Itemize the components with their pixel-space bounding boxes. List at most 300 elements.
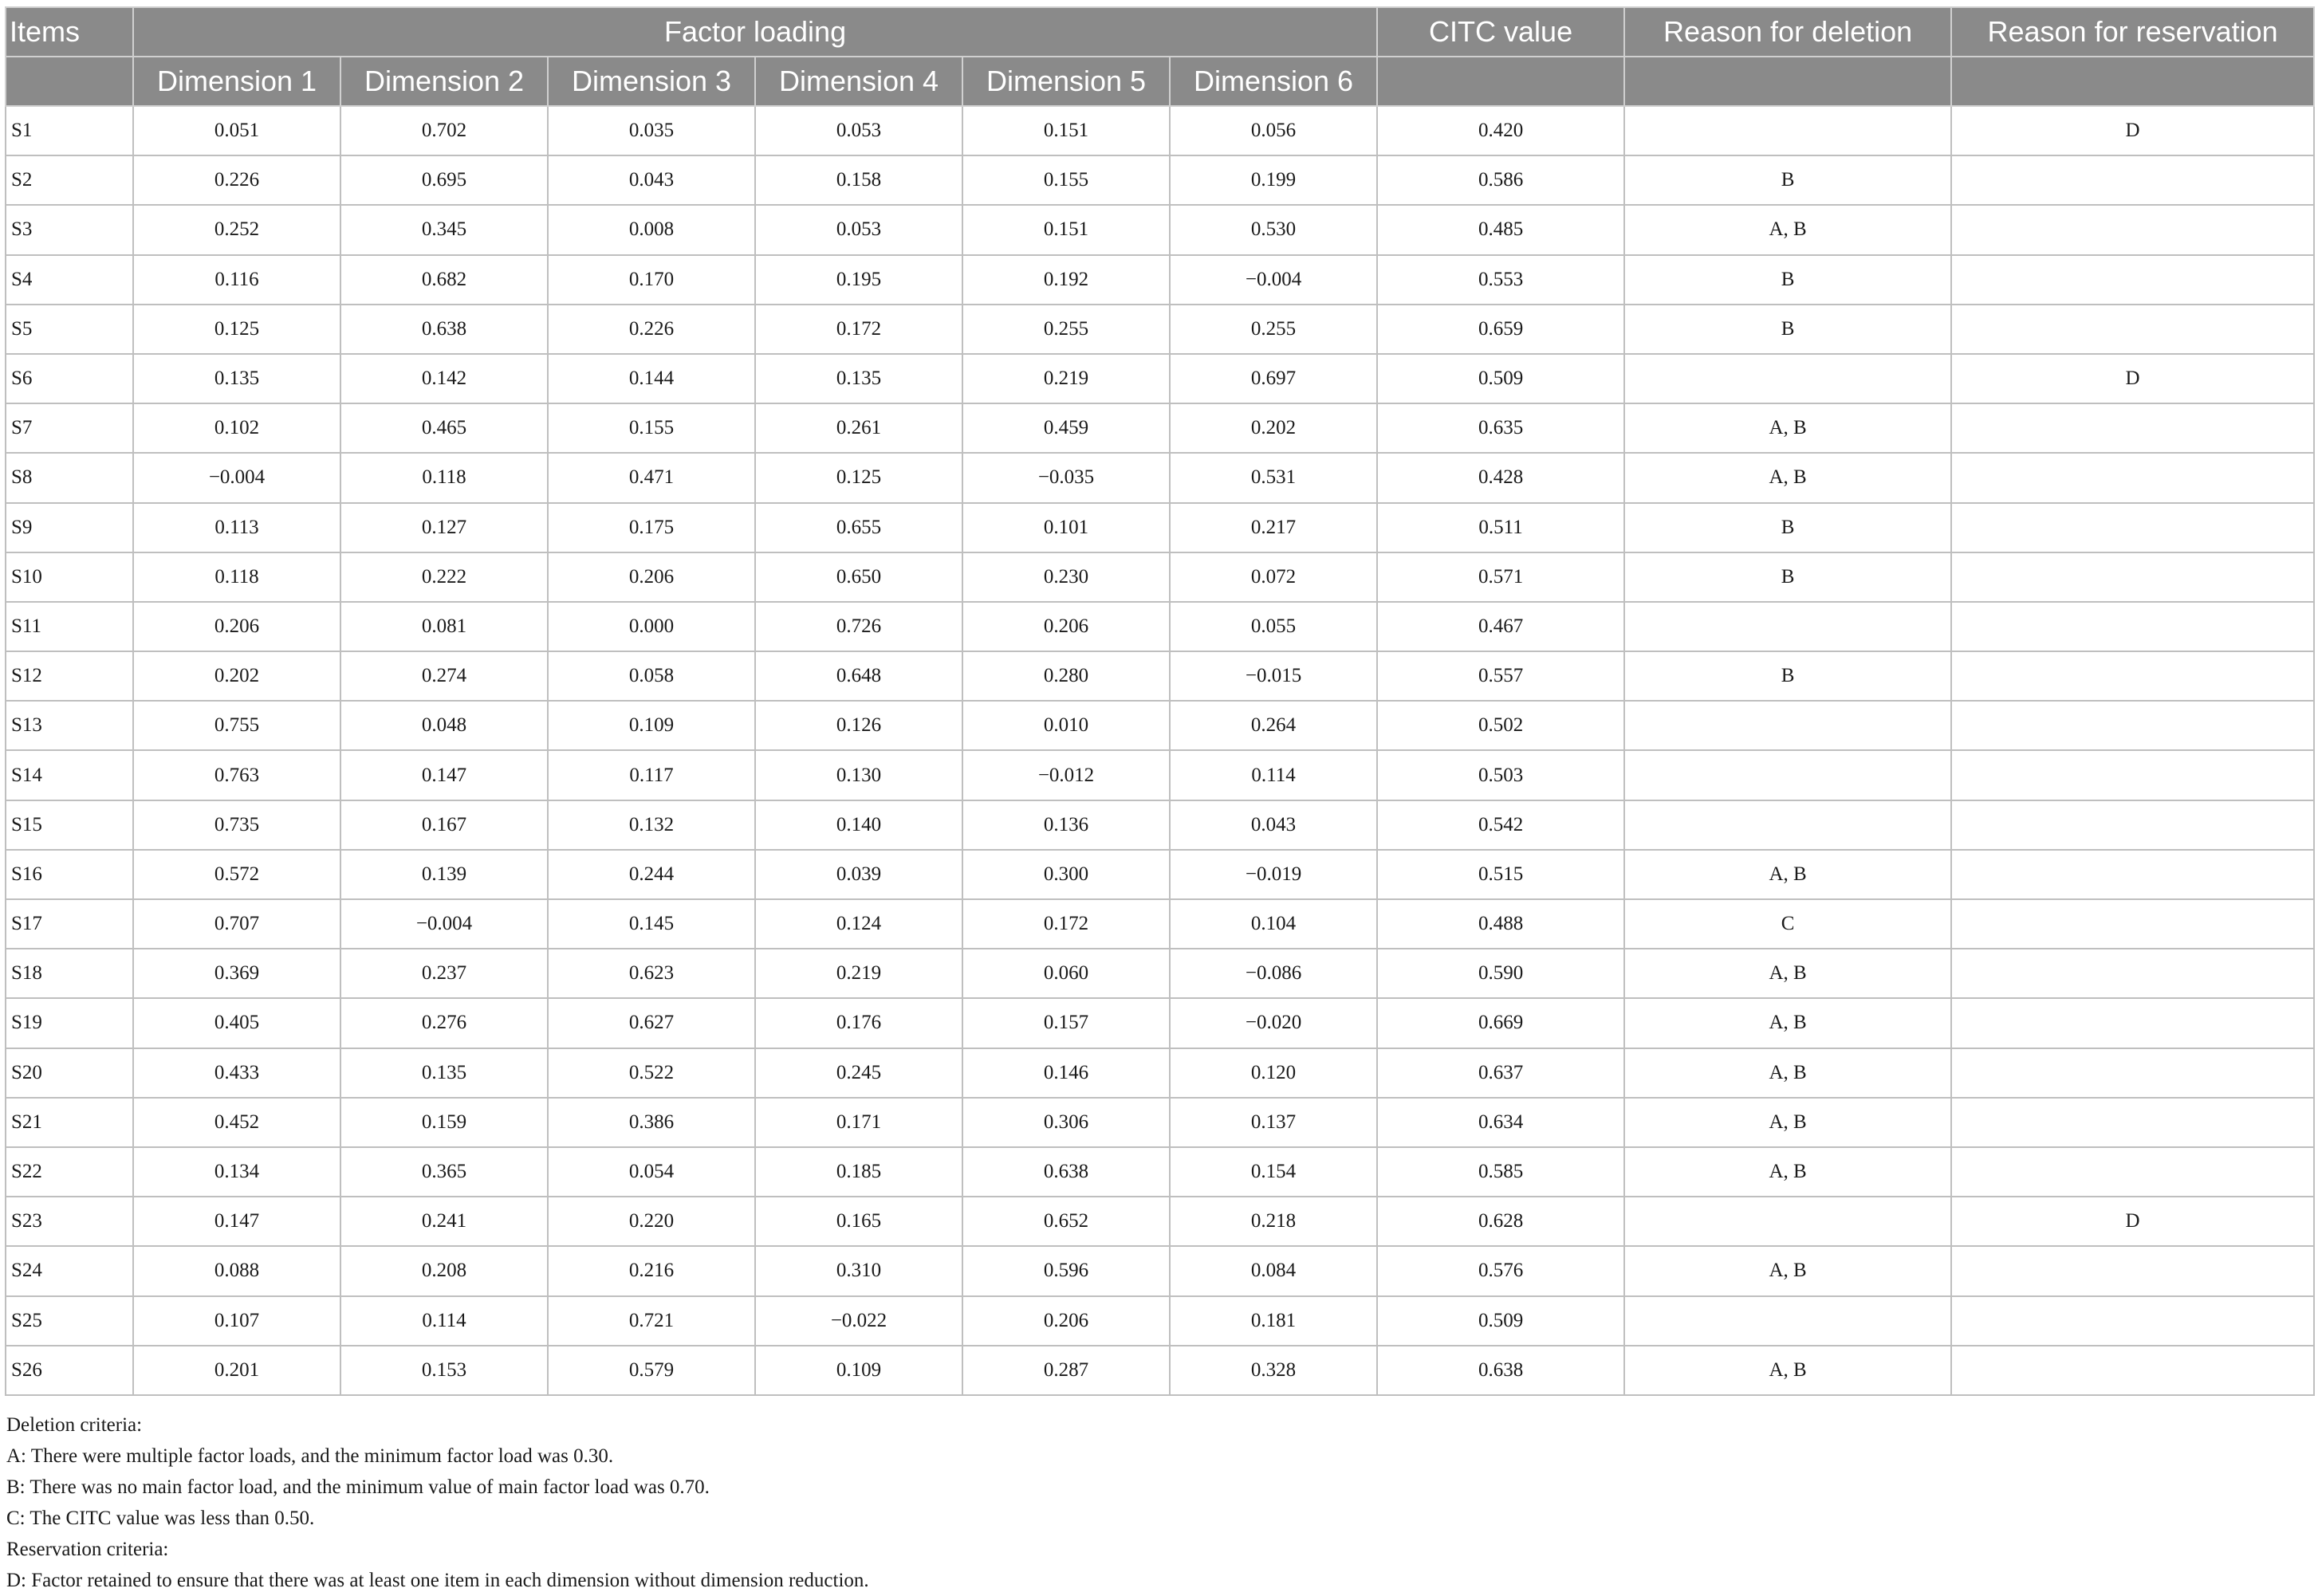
dimension-6-cell: 0.072 — [1170, 552, 1377, 602]
header-dimension-5: Dimension 5 — [962, 57, 1170, 106]
deletion-reason-cell: A, B — [1624, 403, 1951, 453]
item-cell: S13 — [6, 701, 133, 750]
header-row-1 — [6, 7, 2314, 57]
deletion-reason-cell: A, B — [1624, 1346, 1951, 1395]
item-cell: S6 — [6, 354, 133, 403]
dimension-3-cell: 0.175 — [548, 503, 755, 552]
deletion-reason-cell: A, B — [1624, 453, 1951, 502]
dimension-3-cell: 0.220 — [548, 1197, 755, 1246]
deletion-reason-cell: C — [1624, 899, 1951, 949]
deletion-reason-cell: A, B — [1624, 205, 1951, 254]
dimension-3-cell: 0.216 — [548, 1246, 755, 1295]
citc-cell: 0.637 — [1377, 1048, 1624, 1098]
dimension-6-cell: 0.264 — [1170, 701, 1377, 750]
dimension-3-cell: 0.109 — [548, 701, 755, 750]
dimension-6-cell: 0.056 — [1170, 106, 1377, 155]
dimension-2-cell: 0.153 — [340, 1346, 548, 1395]
dimension-4-cell: 0.185 — [755, 1147, 962, 1197]
dimension-2-cell: 0.135 — [340, 1048, 548, 1098]
deletion-reason-cell — [1624, 1197, 1951, 1246]
dimension-6-cell: 0.181 — [1170, 1296, 1377, 1346]
dimension-1-cell: 0.433 — [133, 1048, 340, 1098]
dimension-3-cell: 0.579 — [548, 1346, 755, 1395]
citc-cell: 0.585 — [1377, 1147, 1624, 1197]
dimension-2-cell: 0.365 — [340, 1147, 548, 1197]
dimension-3-cell: 0.522 — [548, 1048, 755, 1098]
dimension-1-cell: 0.572 — [133, 850, 340, 899]
item-cell: S2 — [6, 155, 133, 205]
dimension-1-cell: 0.707 — [133, 899, 340, 949]
dimension-3-cell: 0.386 — [548, 1098, 755, 1147]
dimension-1-cell: 0.202 — [133, 651, 340, 701]
dimension-5-cell: 0.652 — [962, 1197, 1170, 1246]
dimension-4-cell: 0.135 — [755, 354, 962, 403]
dimension-6-cell: 0.137 — [1170, 1098, 1377, 1147]
dimension-5-cell: 0.136 — [962, 800, 1170, 850]
reservation-reason-cell — [1951, 1048, 2314, 1098]
dimension-3-cell: 0.721 — [548, 1296, 755, 1346]
dimension-5-cell: 0.306 — [962, 1098, 1170, 1147]
table-row — [6, 255, 2314, 305]
dimension-1-cell: 0.369 — [133, 949, 340, 998]
dimension-3-cell: 0.206 — [548, 552, 755, 602]
dimension-6-cell: 0.199 — [1170, 155, 1377, 205]
dimension-1-cell: 0.452 — [133, 1098, 340, 1147]
citc-cell: 0.428 — [1377, 453, 1624, 502]
item-cell: S7 — [6, 403, 133, 453]
dimension-3-cell: 0.008 — [548, 205, 755, 254]
dimension-4-cell: 0.219 — [755, 949, 962, 998]
dimension-6-cell: 0.217 — [1170, 503, 1377, 552]
dimension-2-cell: 0.237 — [340, 949, 548, 998]
reservation-reason-cell: D — [1951, 106, 2314, 155]
dimension-2-cell: −0.004 — [340, 899, 548, 949]
citc-cell: 0.485 — [1377, 205, 1624, 254]
item-cell: S8 — [6, 453, 133, 502]
dimension-3-cell: 0.627 — [548, 998, 755, 1048]
dimension-5-cell: 0.101 — [962, 503, 1170, 552]
factor-loading-table — [5, 6, 2315, 1396]
dimension-6-cell: 0.084 — [1170, 1246, 1377, 1295]
dimension-4-cell: 0.165 — [755, 1197, 962, 1246]
dimension-3-cell: 0.244 — [548, 850, 755, 899]
table-row — [6, 1346, 2314, 1395]
dimension-6-cell: −0.015 — [1170, 651, 1377, 701]
item-cell: S1 — [6, 106, 133, 155]
dimension-4-cell: 0.126 — [755, 701, 962, 750]
table-row — [6, 701, 2314, 750]
dimension-2-cell: 0.048 — [340, 701, 548, 750]
dimension-6-cell: 0.328 — [1170, 1346, 1377, 1395]
item-cell: S11 — [6, 602, 133, 651]
reservation-reason-cell — [1951, 453, 2314, 502]
table-body — [6, 106, 2314, 1395]
item-cell: S14 — [6, 750, 133, 800]
footnote-line: D: Factor retained to ensure that there was at least one item in each dimension without dimension reduction. — [6, 1570, 869, 1591]
deletion-reason-cell: A, B — [1624, 1048, 1951, 1098]
header-items-blank — [6, 57, 133, 106]
table-row — [6, 305, 2314, 354]
dimension-5-cell: 0.255 — [962, 305, 1170, 354]
dimension-1-cell: 0.252 — [133, 205, 340, 254]
reservation-reason-cell — [1951, 1098, 2314, 1147]
dimension-5-cell: 0.155 — [962, 155, 1170, 205]
deletion-reason-cell: B — [1624, 503, 1951, 552]
reservation-reason-cell — [1951, 205, 2314, 254]
dimension-2-cell: 0.167 — [340, 800, 548, 850]
header-deletion-blank — [1624, 57, 1951, 106]
dimension-1-cell: 0.134 — [133, 1147, 340, 1197]
dimension-6-cell: 0.114 — [1170, 750, 1377, 800]
deletion-reason-cell: A, B — [1624, 949, 1951, 998]
reservation-reason-cell: D — [1951, 354, 2314, 403]
item-cell: S10 — [6, 552, 133, 602]
dimension-1-cell: 0.051 — [133, 106, 340, 155]
dimension-2-cell: 0.465 — [340, 403, 548, 453]
dimension-3-cell: 0.117 — [548, 750, 755, 800]
deletion-reason-cell: A, B — [1624, 1147, 1951, 1197]
dimension-6-cell: 0.218 — [1170, 1197, 1377, 1246]
dimension-4-cell: 0.172 — [755, 305, 962, 354]
citc-cell: 0.586 — [1377, 155, 1624, 205]
header-dimension-3: Dimension 3 — [548, 57, 755, 106]
dimension-3-cell: 0.226 — [548, 305, 755, 354]
reservation-reason-cell — [1951, 750, 2314, 800]
item-cell: S25 — [6, 1296, 133, 1346]
deletion-reason-cell: A, B — [1624, 1246, 1951, 1295]
reservation-reason-cell: D — [1951, 1197, 2314, 1246]
citc-cell: 0.553 — [1377, 255, 1624, 305]
deletion-reason-cell: B — [1624, 155, 1951, 205]
dimension-4-cell: 0.158 — [755, 155, 962, 205]
dimension-2-cell: 0.682 — [340, 255, 548, 305]
dimension-1-cell: 0.113 — [133, 503, 340, 552]
table-row — [6, 552, 2314, 602]
citc-cell: 0.488 — [1377, 899, 1624, 949]
dimension-4-cell: 0.245 — [755, 1048, 962, 1098]
deletion-reason-cell: B — [1624, 305, 1951, 354]
dimension-6-cell: 0.120 — [1170, 1048, 1377, 1098]
citc-cell: 0.659 — [1377, 305, 1624, 354]
footnote-line: Deletion criteria: — [6, 1414, 143, 1436]
dimension-5-cell: 0.280 — [962, 651, 1170, 701]
citc-cell: 0.576 — [1377, 1246, 1624, 1295]
citc-cell: 0.634 — [1377, 1098, 1624, 1147]
dimension-3-cell: 0.132 — [548, 800, 755, 850]
citc-cell: 0.638 — [1377, 1346, 1624, 1395]
dimension-6-cell: 0.202 — [1170, 403, 1377, 453]
dimension-3-cell: 0.000 — [548, 602, 755, 651]
reservation-reason-cell — [1951, 503, 2314, 552]
table-row — [6, 1296, 2314, 1346]
dimension-4-cell: 0.171 — [755, 1098, 962, 1147]
table-row — [6, 1246, 2314, 1295]
citc-cell: 0.509 — [1377, 354, 1624, 403]
deletion-reason-cell — [1624, 800, 1951, 850]
dimension-3-cell: 0.145 — [548, 899, 755, 949]
header-citc-blank — [1377, 57, 1624, 106]
dimension-6-cell: 0.104 — [1170, 899, 1377, 949]
citc-cell: 0.571 — [1377, 552, 1624, 602]
reservation-reason-cell — [1951, 701, 2314, 750]
header-dimension-6: Dimension 6 — [1170, 57, 1377, 106]
table-header — [6, 7, 2314, 106]
dimension-1-cell: 0.125 — [133, 305, 340, 354]
table-row — [6, 1197, 2314, 1246]
dimension-1-cell: 0.118 — [133, 552, 340, 602]
deletion-reason-cell: A, B — [1624, 1098, 1951, 1147]
table-row — [6, 155, 2314, 205]
dimension-6-cell: 0.043 — [1170, 800, 1377, 850]
dimension-5-cell: 0.596 — [962, 1246, 1170, 1295]
dimension-6-cell: 0.055 — [1170, 602, 1377, 651]
deletion-reason-cell — [1624, 1296, 1951, 1346]
dimension-4-cell: −0.022 — [755, 1296, 962, 1346]
dimension-2-cell: 0.345 — [340, 205, 548, 254]
dimension-5-cell: 0.638 — [962, 1147, 1170, 1197]
item-cell: S18 — [6, 949, 133, 998]
reservation-reason-cell — [1951, 899, 2314, 949]
table-row — [6, 354, 2314, 403]
dimension-5-cell: 0.206 — [962, 602, 1170, 651]
table-row — [6, 403, 2314, 453]
dimension-6-cell: −0.086 — [1170, 949, 1377, 998]
dimension-1-cell: 0.226 — [133, 155, 340, 205]
citc-cell: 0.669 — [1377, 998, 1624, 1048]
table-row — [6, 949, 2314, 998]
reservation-reason-cell — [1951, 155, 2314, 205]
dimension-1-cell: 0.135 — [133, 354, 340, 403]
dimension-5-cell: 0.172 — [962, 899, 1170, 949]
item-cell: S15 — [6, 800, 133, 850]
dimension-5-cell: 0.230 — [962, 552, 1170, 602]
dimension-3-cell: 0.054 — [548, 1147, 755, 1197]
table-row — [6, 1098, 2314, 1147]
deletion-reason-cell: B — [1624, 651, 1951, 701]
citc-cell: 0.420 — [1377, 106, 1624, 155]
dimension-2-cell: 0.222 — [340, 552, 548, 602]
dimension-6-cell: −0.004 — [1170, 255, 1377, 305]
table-row — [6, 1048, 2314, 1098]
dimension-5-cell: 0.206 — [962, 1296, 1170, 1346]
dimension-6-cell: 0.531 — [1170, 453, 1377, 502]
deletion-reason-cell — [1624, 106, 1951, 155]
dimension-2-cell: 0.142 — [340, 354, 548, 403]
reservation-reason-cell — [1951, 1246, 2314, 1295]
table-row — [6, 651, 2314, 701]
table-row — [6, 106, 2314, 155]
item-cell: S22 — [6, 1147, 133, 1197]
table-row — [6, 998, 2314, 1048]
citc-cell: 0.511 — [1377, 503, 1624, 552]
dimension-2-cell: 0.127 — [340, 503, 548, 552]
reservation-reason-cell — [1951, 552, 2314, 602]
dimension-1-cell: 0.147 — [133, 1197, 340, 1246]
item-cell: S9 — [6, 503, 133, 552]
citc-cell: 0.509 — [1377, 1296, 1624, 1346]
item-cell: S3 — [6, 205, 133, 254]
citc-cell: 0.542 — [1377, 800, 1624, 850]
item-cell: S24 — [6, 1246, 133, 1295]
header-reservation-blank — [1951, 57, 2314, 106]
deletion-reason-cell — [1624, 354, 1951, 403]
deletion-reason-cell: B — [1624, 255, 1951, 305]
table-row — [6, 800, 2314, 850]
dimension-1-cell: 0.102 — [133, 403, 340, 453]
deletion-reason-cell: A, B — [1624, 998, 1951, 1048]
table-row — [6, 602, 2314, 651]
deletion-reason-cell: A, B — [1624, 850, 1951, 899]
citc-cell: 0.467 — [1377, 602, 1624, 651]
table-row — [6, 899, 2314, 949]
dimension-4-cell: 0.726 — [755, 602, 962, 651]
item-cell: S23 — [6, 1197, 133, 1246]
dimension-2-cell: 0.208 — [340, 1246, 548, 1295]
reservation-reason-cell — [1951, 1346, 2314, 1395]
reservation-reason-cell — [1951, 850, 2314, 899]
footnote-line: C: The CITC value was less than 0.50. — [6, 1508, 315, 1529]
dimension-2-cell: 0.147 — [340, 750, 548, 800]
dimension-2-cell: 0.702 — [340, 106, 548, 155]
item-cell: S5 — [6, 305, 133, 354]
dimension-3-cell: 0.170 — [548, 255, 755, 305]
citc-cell: 0.502 — [1377, 701, 1624, 750]
deletion-reason-cell — [1624, 701, 1951, 750]
header-row-2 — [6, 57, 2314, 106]
dimension-5-cell: 0.300 — [962, 850, 1170, 899]
dimension-3-cell: 0.155 — [548, 403, 755, 453]
dimension-1-cell: −0.004 — [133, 453, 340, 502]
citc-cell: 0.628 — [1377, 1197, 1624, 1246]
dimension-4-cell: 0.261 — [755, 403, 962, 453]
reservation-reason-cell — [1951, 255, 2314, 305]
item-cell: S12 — [6, 651, 133, 701]
dimension-5-cell: 0.287 — [962, 1346, 1170, 1395]
dimension-3-cell: 0.043 — [548, 155, 755, 205]
dimension-5-cell: 0.010 — [962, 701, 1170, 750]
dimension-3-cell: 0.035 — [548, 106, 755, 155]
header-items: Items — [6, 7, 133, 57]
footnote-line: B: There was no main factor load, and the minimum value of main factor load was 0.70. — [6, 1476, 710, 1498]
reservation-reason-cell — [1951, 651, 2314, 701]
table-row — [6, 205, 2314, 254]
reservation-reason-cell — [1951, 998, 2314, 1048]
dimension-1-cell: 0.201 — [133, 1346, 340, 1395]
header-reason-for-reservation: Reason for reservation — [1951, 7, 2314, 57]
dimension-4-cell: 0.176 — [755, 998, 962, 1048]
dimension-5-cell: 0.146 — [962, 1048, 1170, 1098]
item-cell: S16 — [6, 850, 133, 899]
dimension-2-cell: 0.274 — [340, 651, 548, 701]
dimension-5-cell: 0.157 — [962, 998, 1170, 1048]
dimension-2-cell: 0.081 — [340, 602, 548, 651]
dimension-1-cell: 0.116 — [133, 255, 340, 305]
item-cell: S4 — [6, 255, 133, 305]
footnote-line: Reservation criteria: — [6, 1539, 169, 1560]
dimension-5-cell: 0.192 — [962, 255, 1170, 305]
dimension-6-cell: 0.255 — [1170, 305, 1377, 354]
citc-cell: 0.635 — [1377, 403, 1624, 453]
dimension-4-cell: 0.648 — [755, 651, 962, 701]
dimension-3-cell: 0.623 — [548, 949, 755, 998]
dimension-4-cell: 0.130 — [755, 750, 962, 800]
header-dimension-1: Dimension 1 — [133, 57, 340, 106]
dimension-2-cell: 0.241 — [340, 1197, 548, 1246]
table-footnotes — [6, 1409, 869, 1596]
dimension-2-cell: 0.114 — [340, 1296, 548, 1346]
dimension-4-cell: 0.124 — [755, 899, 962, 949]
dimension-4-cell: 0.125 — [755, 453, 962, 502]
header-reason-for-deletion: Reason for deletion — [1624, 7, 1951, 57]
citc-cell: 0.515 — [1377, 850, 1624, 899]
dimension-5-cell: −0.035 — [962, 453, 1170, 502]
item-cell: S20 — [6, 1048, 133, 1098]
dimension-3-cell: 0.058 — [548, 651, 755, 701]
dimension-6-cell: −0.019 — [1170, 850, 1377, 899]
item-cell: S26 — [6, 1346, 133, 1395]
reservation-reason-cell — [1951, 602, 2314, 651]
dimension-4-cell: 0.109 — [755, 1346, 962, 1395]
dimension-2-cell: 0.276 — [340, 998, 548, 1048]
citc-cell: 0.590 — [1377, 949, 1624, 998]
header-dimension-4: Dimension 4 — [755, 57, 962, 106]
dimension-1-cell: 0.107 — [133, 1296, 340, 1346]
header-citc-value: CITC value — [1377, 7, 1624, 57]
dimension-6-cell: 0.530 — [1170, 205, 1377, 254]
dimension-1-cell: 0.405 — [133, 998, 340, 1048]
dimension-4-cell: 0.053 — [755, 205, 962, 254]
deletion-reason-cell — [1624, 750, 1951, 800]
item-cell: S21 — [6, 1098, 133, 1147]
dimension-6-cell: 0.154 — [1170, 1147, 1377, 1197]
dimension-4-cell: 0.310 — [755, 1246, 962, 1295]
dimension-3-cell: 0.471 — [548, 453, 755, 502]
table-row — [6, 850, 2314, 899]
dimension-1-cell: 0.088 — [133, 1246, 340, 1295]
citc-cell: 0.503 — [1377, 750, 1624, 800]
dimension-4-cell: 0.655 — [755, 503, 962, 552]
dimension-5-cell: −0.012 — [962, 750, 1170, 800]
table-row — [6, 750, 2314, 800]
header-factor-loading: Factor loading — [133, 7, 1377, 57]
citc-cell: 0.557 — [1377, 651, 1624, 701]
deletion-reason-cell — [1624, 602, 1951, 651]
dimension-1-cell: 0.206 — [133, 602, 340, 651]
dimension-4-cell: 0.195 — [755, 255, 962, 305]
footnote-line: A: There were multiple factor loads, and the minimum factor load was 0.30. — [6, 1445, 614, 1467]
dimension-5-cell: 0.151 — [962, 205, 1170, 254]
dimension-2-cell: 0.695 — [340, 155, 548, 205]
dimension-6-cell: 0.697 — [1170, 354, 1377, 403]
table-row — [6, 1147, 2314, 1197]
table-row — [6, 453, 2314, 502]
dimension-5-cell: 0.459 — [962, 403, 1170, 453]
dimension-5-cell: 0.060 — [962, 949, 1170, 998]
dimension-1-cell: 0.763 — [133, 750, 340, 800]
header-dimension-2: Dimension 2 — [340, 57, 548, 106]
reservation-reason-cell — [1951, 403, 2314, 453]
dimension-4-cell: 0.650 — [755, 552, 962, 602]
reservation-reason-cell — [1951, 1296, 2314, 1346]
dimension-4-cell: 0.140 — [755, 800, 962, 850]
reservation-reason-cell — [1951, 800, 2314, 850]
item-cell: S19 — [6, 998, 133, 1048]
factor-loading-table-container — [5, 6, 2313, 1396]
item-cell: S17 — [6, 899, 133, 949]
reservation-reason-cell — [1951, 1147, 2314, 1197]
reservation-reason-cell — [1951, 949, 2314, 998]
dimension-4-cell: 0.053 — [755, 106, 962, 155]
